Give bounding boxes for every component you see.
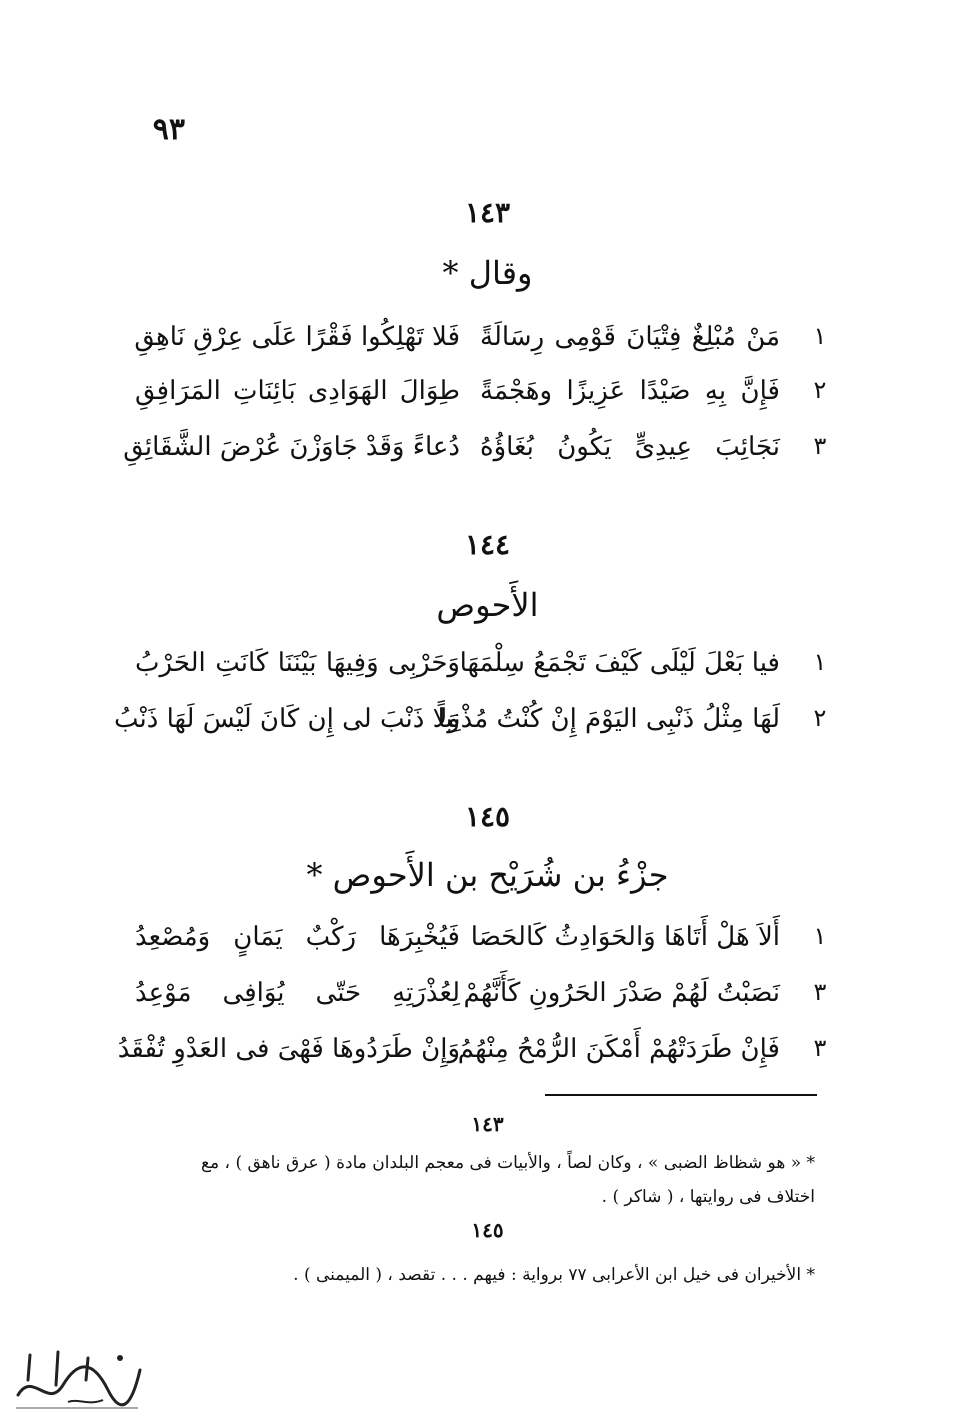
verse-number: ١ [813, 648, 827, 676]
verse-first-hemistich: نَجَائِبَ عِيدِىٍّ يَكُونُ بُغَاؤُهُ [480, 432, 780, 462]
poem-title: الأَحوص [436, 586, 539, 624]
verse-line [114, 704, 835, 750]
verse-second-hemistich: طِوَالَ الهَوَادِى بَائِنَاتِ المَرَافِقِ [135, 376, 460, 406]
verse-first-hemistich: لَهَا مِثْلُ ذَنْبِى اليَوْمَ إِنْ كُنْتُ مُذْنِباً [437, 704, 780, 734]
verse-line [135, 648, 835, 694]
library-stamp-logo [8, 1340, 148, 1415]
verse-number: ٣ [813, 1034, 827, 1062]
verse-second-hemistich: وَلا ذَنْبَ لى إِن كَانَ لَيْسَ لَهَا ذَنْبُ [114, 704, 460, 734]
poem-number: ١٤٤ [464, 528, 511, 561]
footnote-heading: ١٤٣ [471, 1112, 504, 1136]
poem-title: وقال * [442, 254, 533, 292]
verse-line [123, 432, 835, 478]
verse-line [135, 322, 835, 368]
poem-title: جزْءُ بن شُرَيْح بن الأَحوص * [306, 856, 669, 894]
verse-number: ٣ [813, 432, 827, 460]
footnote-rule [545, 1094, 817, 1096]
verse-number: ٣ [813, 978, 827, 1006]
verse-second-hemistich: وَإِنْ طَرَدُوهَا فَهْىَ فى العَدْوِ تُفْقَدُ [117, 1034, 460, 1064]
poem-number: ١٤٣ [464, 196, 511, 229]
footnote-heading: ١٤٥ [471, 1218, 504, 1242]
verse-second-hemistich: فَيُخْبِرَهَا رَكْبٌ يَمَانٍ وَمُصْعِدُ [135, 922, 460, 952]
footnote-line: * « هو شظاظ الضبى » ، وكان لصاً ، والأبيات فى معجم البلدان مادة ( عرق ناهق ) ، مع [201, 1153, 815, 1173]
footnote-line: اختلاف فى روايتها ، ( شاكر ) . [601, 1187, 815, 1207]
verse-second-hemistich: وَحَرْبِى وَفِيهَا بَيْنَنَا كَانَتِ الحَرْبُ [135, 648, 460, 678]
footnote-line: * الأخيران فى خيل ابن الأعرابى ٧٧ برواية : فيهم . . . تقصد ، ( الميمنى ) . [293, 1265, 815, 1285]
footnote-text [155, 1258, 815, 1292]
poem-number: ١٤٥ [464, 800, 511, 833]
verse-first-hemistich: نَصَبْتُ لَهُمْ صَدْرَ الحَرُونِ كَأَنَّهُمْ [463, 978, 780, 1008]
verse-line [135, 922, 835, 968]
verse-second-hemistich: فَلا تَهْلِكُوا فَقْرًا عَلَى عِرْقِ نَاهِقِ [134, 322, 460, 352]
verse-number: ١ [813, 322, 827, 350]
verse-number: ٢ [813, 704, 827, 732]
verse-first-hemistich: فيا بَعْلَ لَيْلَى كَيْفَ تَجْمَعُ سِلْمَهَا [459, 648, 780, 678]
verse-line [117, 1034, 835, 1080]
verse-number: ٢ [813, 376, 827, 404]
footnote-text [155, 1146, 815, 1214]
verse-first-hemistich: فَإِنْ طَرَدَتْهُمْ أَمْكَنَ الرُّمْحُ مِنْهُمُ [457, 1034, 780, 1064]
verse-line [135, 978, 835, 1024]
verse-line [135, 376, 835, 422]
page-number: ٩٣ [152, 112, 185, 147]
verse-second-hemistich: لِعُذْرَتِهِ حَتّى يُوَافِى مَوْعِدُ [135, 978, 460, 1008]
verse-number: ١ [813, 922, 827, 950]
verse-first-hemistich: مَنْ مُبْلِغٌ فِتْيَانَ قَوْمِى رِسَالَةً [480, 322, 780, 352]
verse-second-hemistich: دُعاءً وَقَدْ جَاوَزْنَ عُرْضَ الشَّقَائِقِ [123, 432, 460, 462]
verse-first-hemistich: فَإِنَّ بِهِ صَيْدًا عَزِيزًا وهَجْمَةً [480, 376, 780, 406]
verse-first-hemistich: أَلاَ هَلْ أَتَاهَا وَالحَوَادِثُ كَالحَصَا [470, 922, 780, 952]
